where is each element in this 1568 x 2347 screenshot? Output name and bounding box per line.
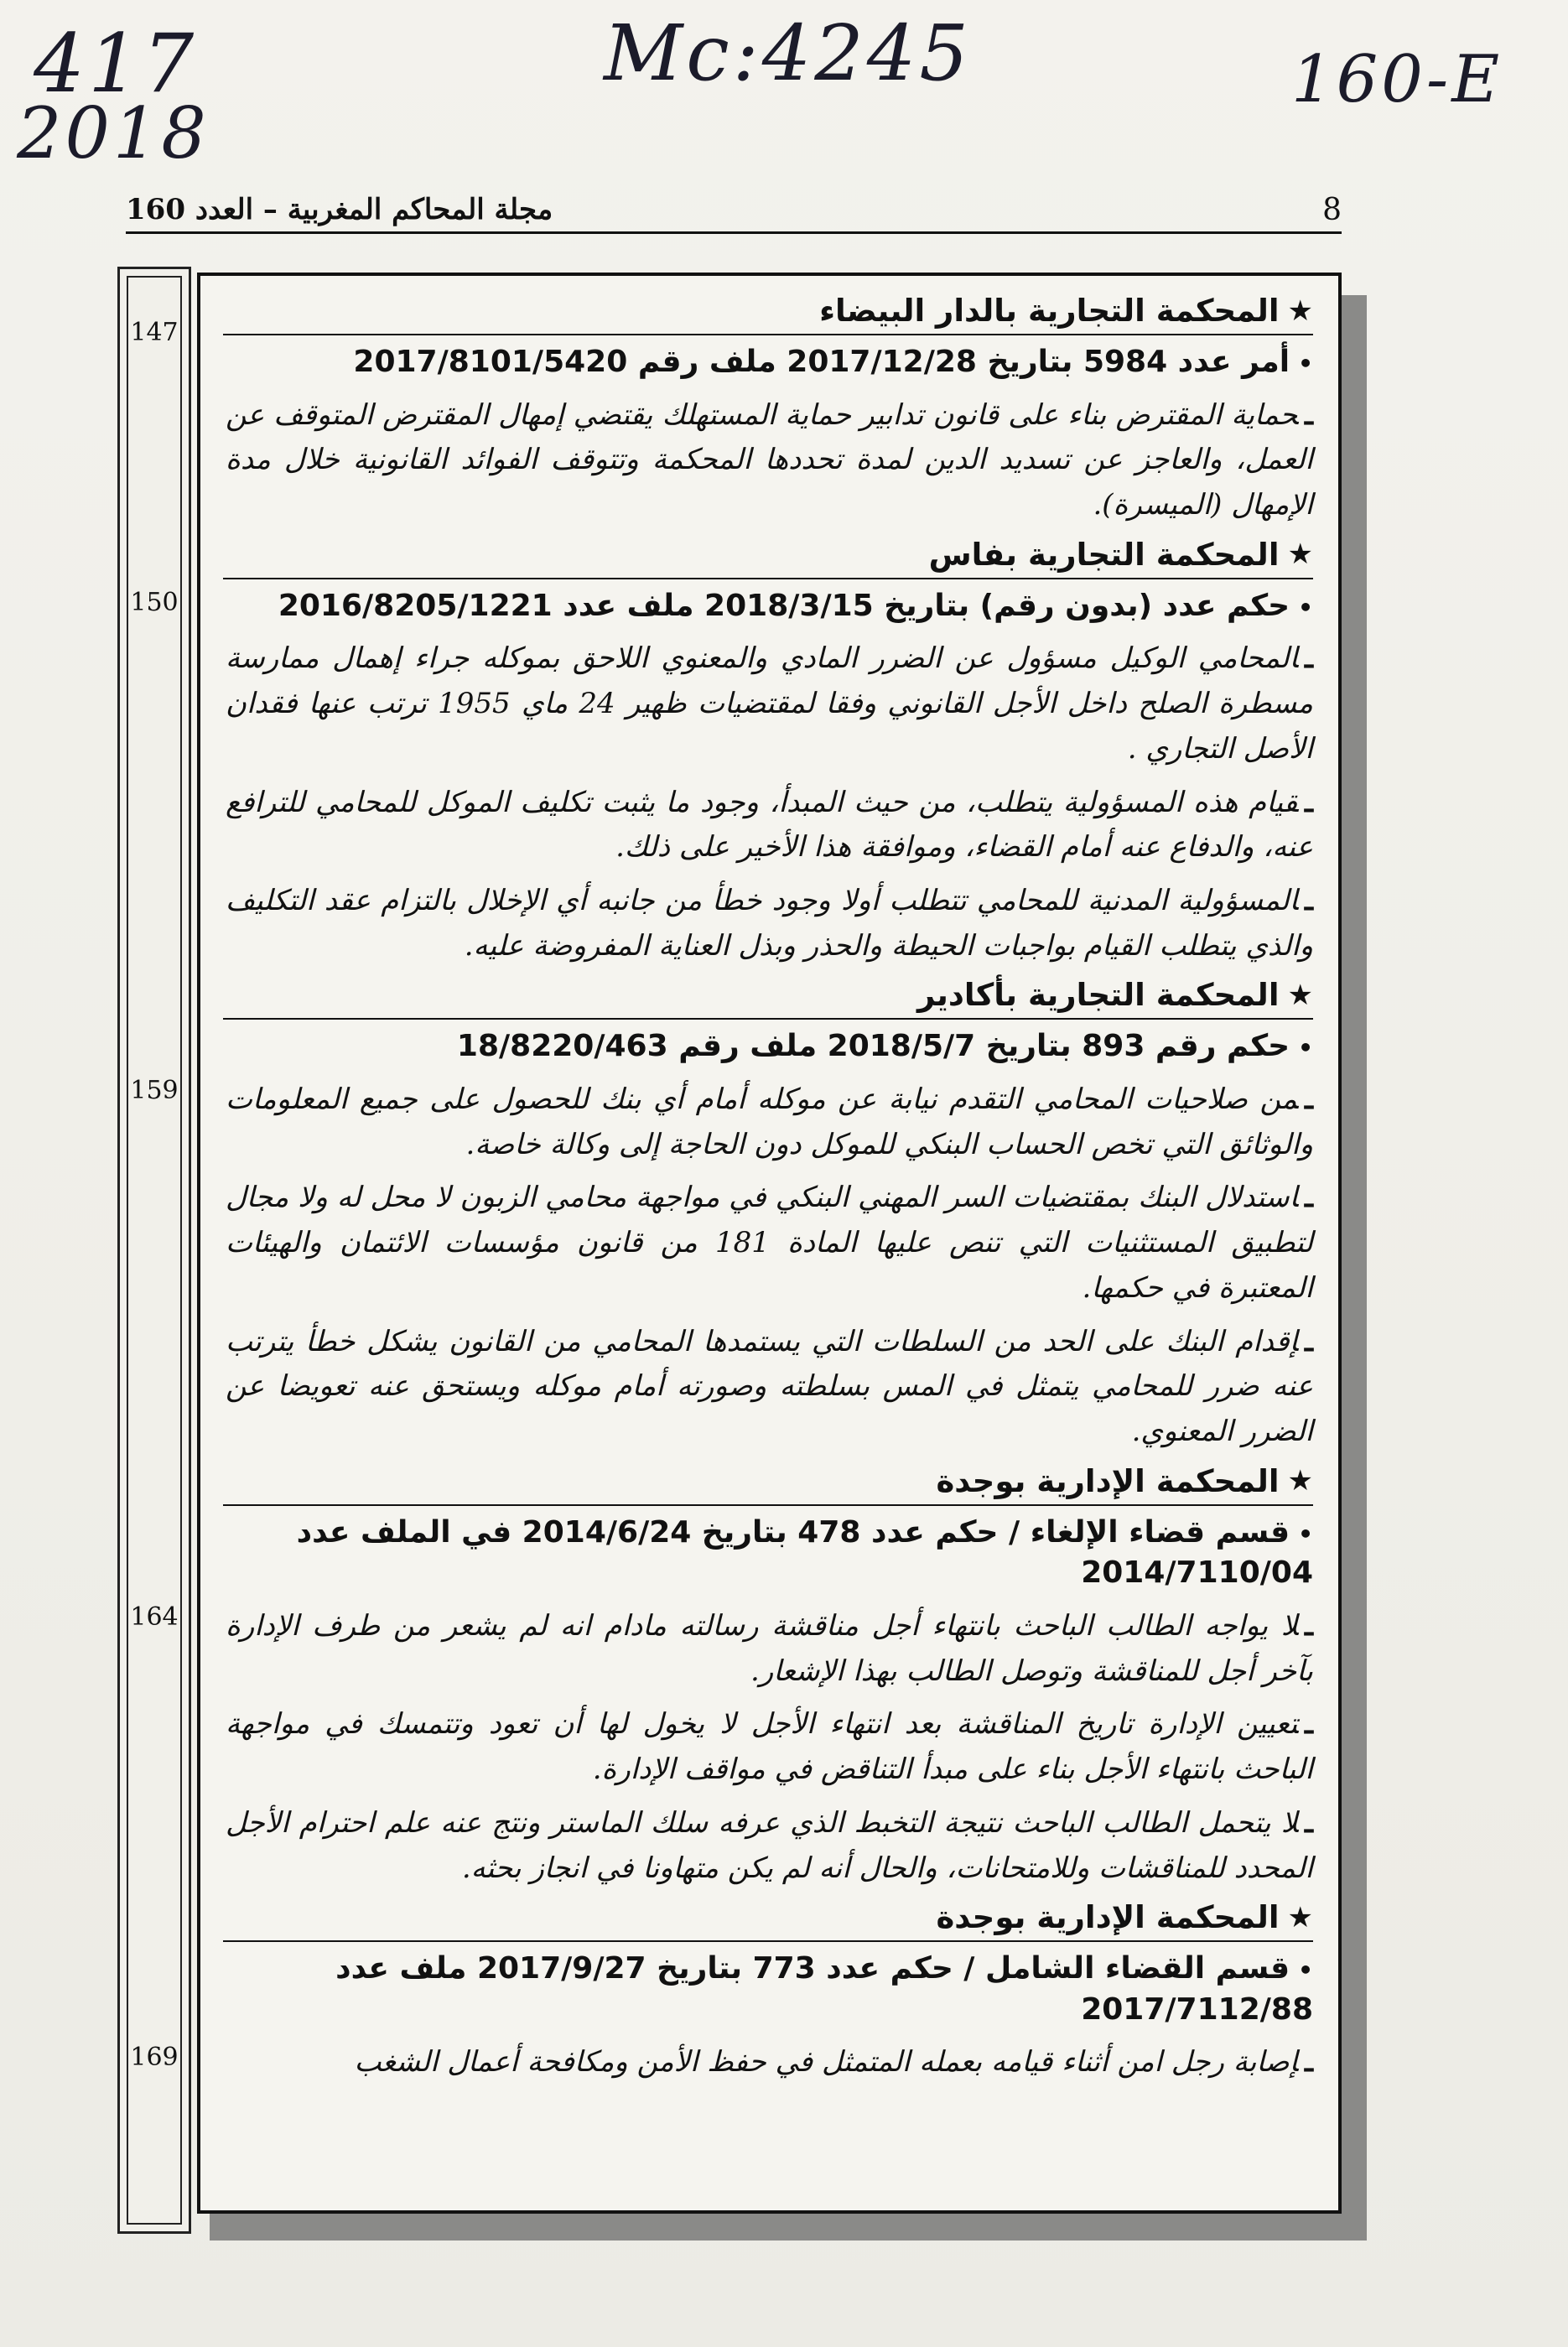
ruling-text: أمر عدد 5984 بتاريخ 2017/12/28 ملف رقم 2017/8101/5420 — [353, 345, 1290, 379]
dash-icon: ـ — [1305, 2045, 1313, 2080]
bullet-icon: • — [1298, 593, 1313, 621]
note — [226, 1702, 1313, 1792]
court-heading — [226, 977, 1313, 1013]
dash-icon: ـ — [1305, 1608, 1313, 1643]
note — [226, 781, 1313, 870]
ruling-text: قسم قضاء الإلغاء / حكم عدد 478 بتاريخ 2014/6/24 في الملف عدد 2014/7110/04 — [296, 1514, 1313, 1591]
dash-icon: ـ — [1305, 641, 1313, 676]
dash-icon: ـ — [1305, 785, 1313, 819]
court-name: المحكمة التجارية بأكادير — [916, 977, 1280, 1014]
dash-icon: ـ — [1305, 1805, 1313, 1840]
note — [226, 1801, 1313, 1891]
divider — [223, 1504, 1313, 1506]
note-text: حماية المقترض بناء على قانون تدابير حماية المستهلك يقتضي إمهال المقترض المتوقف عن العمل، والعاجز عن تسديد الدين لمدة تحددها المحكمة وتتوقف الفوائد القانونية خلال مدة الإمهال (الميسرة). — [226, 397, 1313, 522]
note-text: إقدام البنك على الحد من السلطات التي يستمدها المحامي من القانون يشكل خطأ يترتب عنه ضرر للمحامي يتمثل في المس بسلطته وصورته أمام موكله ويستحق عنه تعويضا عن الضرر المعنوي. — [226, 1324, 1313, 1448]
bullet-icon: • — [1298, 1519, 1313, 1548]
note — [226, 1077, 1313, 1167]
page-ref: 164 — [130, 1602, 179, 1632]
bullet-icon: • — [1298, 350, 1313, 377]
note-text: قيام هذه المسؤولية يتطلب، من حيث المبدأ، وجود ما يثبت تكليف الموكل للمحامي للترافع عنه، والدفاع عنه أمام القضاء، وموافقة هذا الأخير على ذلك. — [226, 785, 1313, 865]
note — [226, 1320, 1313, 1455]
note — [226, 393, 1313, 528]
dash-icon: ـ — [1305, 1181, 1313, 1215]
court-heading — [226, 1899, 1313, 1935]
running-head — [126, 190, 1342, 234]
ruling-text: قسم القضاء الشامل / حكم عدد 773 بتاريخ 2017/9/27 ملف عدد 2017/7112/88 — [335, 1951, 1313, 2027]
bullet-icon: • — [1298, 1034, 1313, 1062]
note-text: تعيين الإدارة تاريخ المناقشة بعد انتهاء الأجل لا يخول لها أن تعود وتتمسك في مواجهة الباحث بانتهاء الأجل بناء على مبدأ التناقض في مواقف الإدارة. — [226, 1707, 1313, 1787]
note — [226, 636, 1313, 771]
ruling-reference — [226, 1513, 1313, 1594]
page-number: 8 — [1322, 193, 1342, 227]
note-text: المسؤولية المدنية للمحامي تتطلب أولا وجود خطأ من جانبه أي الإخلال بالتزام عقد التكليف والذي يتطلب القيام بواجبات الحيطة والحذر وبذل العناية المفروضة عليه. — [226, 883, 1313, 963]
star-icon: ★ — [1287, 537, 1313, 572]
handwritten-issue: 160-E — [1291, 42, 1503, 117]
note — [226, 1604, 1313, 1694]
journal-title: مجلة المحاكم المغربية – العدد 160 — [126, 193, 553, 226]
dash-icon: ـ — [1305, 1082, 1313, 1116]
ruling-text: حكم عدد (بدون رقم) بتاريخ 2018/3/15 ملف عدد 2016/8205/1221 — [278, 588, 1290, 623]
note — [226, 879, 1313, 968]
ruling-reference — [226, 342, 1313, 383]
note — [226, 2040, 1313, 2085]
page-ref: 147 — [130, 318, 179, 347]
divider — [223, 334, 1313, 335]
dash-icon: ـ — [1305, 1324, 1313, 1358]
divider — [223, 578, 1313, 579]
court-name: المحكمة التجارية بفاس — [928, 536, 1280, 573]
page-reference-column-inner — [127, 276, 182, 2225]
content-box — [197, 273, 1342, 2214]
content — [226, 293, 1313, 2094]
star-icon: ★ — [1287, 1900, 1313, 1934]
note-text: من صلاحيات المحامي التقدم نيابة عن موكله أمام أي بنك للحصول على جميع المعلومات والوثائق التي تخص الحساب البنكي للموكل دون الحاجة إلى وكالة خاصة. — [226, 1082, 1313, 1161]
page-ref: 169 — [130, 2043, 179, 2072]
note-text: لا يواجه الطالب الباحث بانتهاء أجل مناقشة رسالته مادام انه لم يشعر من طرف الإدارة بآخر أجل للمناقشة وتوصل الطالب بهذا الإشعار. — [226, 1608, 1313, 1688]
divider — [223, 1018, 1313, 1020]
court-name: المحكمة الإدارية بوجدة — [936, 1899, 1280, 1936]
bullet-icon: • — [1298, 1956, 1313, 1985]
divider — [223, 1940, 1313, 1942]
ruling-text: حكم رقم 893 بتاريخ 2018/5/7 ملف رقم 18/8220/463 — [456, 1029, 1290, 1064]
note-text: لا يتحمل الطالب الباحث نتيجة التخبط الذي عرفه سلك الماستر ونتج عنه علم احترام الأجل المحدد للمناقشات وللامتحانات، والحال أنه لم يكن متهاونا في انجاز بحثه. — [226, 1805, 1313, 1885]
star-icon: ★ — [1287, 978, 1313, 1012]
handwritten-year: 2018 — [17, 92, 210, 174]
note-text: المحامي الوكيل مسؤول عن الضرر المادي والمعنوي اللاحق بموكله جراء إهمال ممارسة مسطرة الصلح داخل الأجل القانوني وفقا لمقتضيات ظهير 24 ماي 1955 ترتب عنها فقدان الأصل التجاري . — [226, 641, 1313, 766]
court-name: المحكمة الإدارية بوجدة — [936, 1462, 1280, 1499]
ruling-reference — [226, 586, 1313, 627]
note-text: إصابة رجل امن أثناء قيامه بعمله المتمثل في حفظ الأمن ومكافحة أعمال الشغب — [354, 2045, 1299, 2080]
star-icon: ★ — [1287, 1464, 1313, 1498]
dash-icon: ـ — [1305, 1707, 1313, 1742]
page-reference-column — [117, 267, 191, 2234]
ruling-reference — [226, 1026, 1313, 1067]
star-icon: ★ — [1287, 293, 1313, 328]
note — [226, 1176, 1313, 1311]
page-ref: 159 — [130, 1076, 179, 1105]
court-heading — [226, 293, 1313, 329]
dash-icon: ـ — [1305, 397, 1313, 432]
page-ref: 150 — [130, 588, 179, 617]
handwritten-reference: Mc:4245 — [604, 8, 972, 98]
dash-icon: ـ — [1305, 883, 1313, 917]
ruling-reference — [226, 1949, 1313, 2030]
court-heading — [226, 537, 1313, 573]
handwritten-note-top-left: 417 — [34, 17, 198, 111]
note-text: استدلال البنك بمقتضيات السر المهني البنكي في مواجهة محامي الزبون لا محل له ولا مجال لتطبيق المستثنيات التي تنص عليها المادة 181 من قانون مؤسسات الائتمان والهيئات المعتبرة في حكمها. — [226, 1181, 1314, 1305]
court-name: المحكمة التجارية بالدار البيضاء — [819, 293, 1280, 329]
court-heading — [226, 1463, 1313, 1499]
